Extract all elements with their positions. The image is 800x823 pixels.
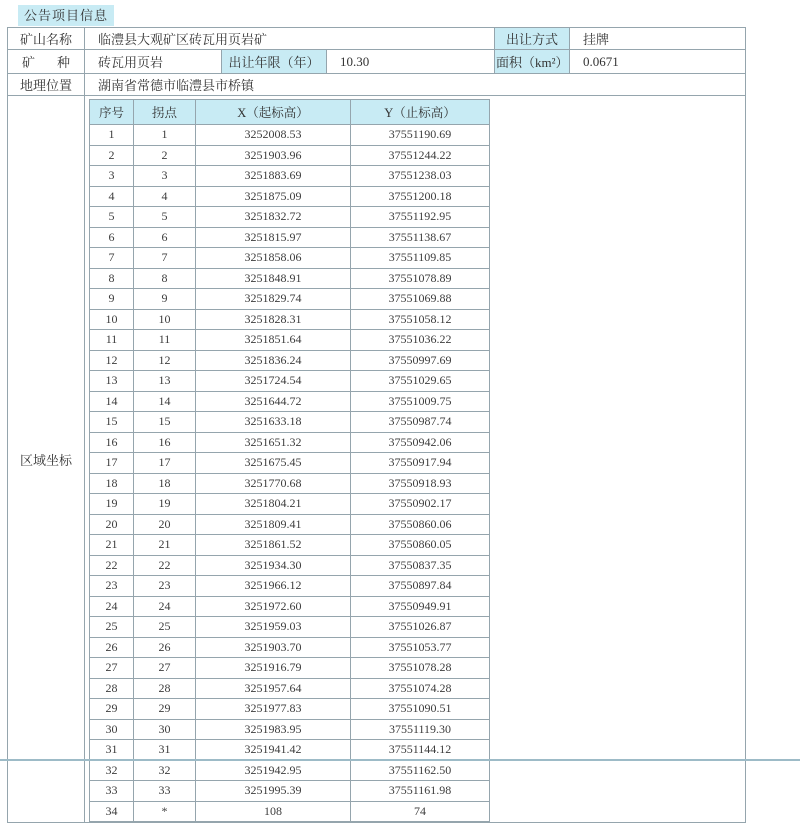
table-row <box>90 227 490 248</box>
cell-y: 37551036.22 <box>351 330 490 351</box>
cell-point: 5 <box>134 207 196 228</box>
table-row <box>90 781 490 802</box>
table-row <box>90 453 490 474</box>
cell-point: 18 <box>134 473 196 494</box>
table-row <box>90 207 490 228</box>
cell-serial: 19 <box>90 494 134 515</box>
cell-serial: 18 <box>90 473 134 494</box>
cell-serial: 26 <box>90 637 134 658</box>
cell-y: 37550949.91 <box>351 596 490 617</box>
area-value: 0.0671 <box>570 50 746 74</box>
cell-point: 30 <box>134 719 196 740</box>
cell-y: 37550987.74 <box>351 412 490 433</box>
cell-point: 7 <box>134 248 196 269</box>
coords-header-row <box>90 100 490 125</box>
cell-x: 3251941.42 <box>196 740 351 761</box>
cell-point: 31 <box>134 740 196 761</box>
table-row <box>90 432 490 453</box>
cell-point: 32 <box>134 760 196 781</box>
cell-point: 11 <box>134 330 196 351</box>
mine-name-label: 矿山名称 <box>8 28 85 50</box>
cell-point: 33 <box>134 781 196 802</box>
mine-name-value: 临澧县大观矿区砖瓦用页岩矿 <box>85 28 495 50</box>
cell-point: 16 <box>134 432 196 453</box>
cell-point: 17 <box>134 453 196 474</box>
cell-serial: 3 <box>90 166 134 187</box>
table-row <box>90 391 490 412</box>
cell-serial: 24 <box>90 596 134 617</box>
cell-serial: 31 <box>90 740 134 761</box>
cell-point: 14 <box>134 391 196 412</box>
row-mine-name <box>8 28 746 50</box>
cell-point: 21 <box>134 535 196 556</box>
cell-serial: 4 <box>90 186 134 207</box>
cell-point: 25 <box>134 617 196 638</box>
table-row <box>90 268 490 289</box>
table-row <box>90 494 490 515</box>
cell-serial: 12 <box>90 350 134 371</box>
cell-serial: 29 <box>90 699 134 720</box>
cell-x: 3251957.64 <box>196 678 351 699</box>
cell-serial: 20 <box>90 514 134 535</box>
cell-point: 6 <box>134 227 196 248</box>
section-tab-announcement-info: 公告项目信息 <box>18 5 114 26</box>
transfer-method-label: 出让方式 <box>495 28 570 50</box>
cell-point: 15 <box>134 412 196 433</box>
cell-y: 37550917.94 <box>351 453 490 474</box>
table-row <box>90 289 490 310</box>
table-row <box>90 248 490 269</box>
row-location <box>8 74 746 96</box>
table-row <box>90 699 490 720</box>
col-serial-header: 序号 <box>90 100 134 125</box>
cell-serial: 28 <box>90 678 134 699</box>
region-coords-cell <box>85 96 746 823</box>
cell-serial: 21 <box>90 535 134 556</box>
cell-x: 3252008.53 <box>196 125 351 146</box>
cell-x: 3251851.64 <box>196 330 351 351</box>
table-row <box>90 535 490 556</box>
cell-serial: 17 <box>90 453 134 474</box>
table-row <box>90 658 490 679</box>
cell-x: 3251966.12 <box>196 576 351 597</box>
cell-x: 3251977.83 <box>196 699 351 720</box>
cell-point: 2 <box>134 145 196 166</box>
cell-y: 37550942.06 <box>351 432 490 453</box>
cell-y: 37550997.69 <box>351 350 490 371</box>
cell-serial: 7 <box>90 248 134 269</box>
row-mineral <box>8 50 746 74</box>
cell-serial: 32 <box>90 760 134 781</box>
cell-serial: 11 <box>90 330 134 351</box>
cell-point: 13 <box>134 371 196 392</box>
row-region-coords <box>8 96 746 823</box>
transfer-years-value: 10.30 <box>327 50 495 74</box>
cell-y: 37551238.03 <box>351 166 490 187</box>
cell-x: 3251861.52 <box>196 535 351 556</box>
cell-x: 3251644.72 <box>196 391 351 412</box>
cell-point: 1 <box>134 125 196 146</box>
cell-serial: 16 <box>90 432 134 453</box>
cell-serial: 6 <box>90 227 134 248</box>
cell-point: * <box>134 801 196 822</box>
col-x-header: X（起标高） <box>196 100 351 125</box>
cell-y: 37551058.12 <box>351 309 490 330</box>
cell-serial: 8 <box>90 268 134 289</box>
cell-point: 27 <box>134 658 196 679</box>
project-info-table <box>7 27 746 823</box>
table-row <box>90 740 490 761</box>
table-row <box>90 125 490 146</box>
cell-serial: 14 <box>90 391 134 412</box>
cell-y: 37551053.77 <box>351 637 490 658</box>
area-label: 面积（km²） <box>495 50 570 74</box>
col-y-header: Y（止标高） <box>351 100 490 125</box>
cell-y: 37550897.84 <box>351 576 490 597</box>
cell-y: 37551090.51 <box>351 699 490 720</box>
cell-x: 3251828.31 <box>196 309 351 330</box>
cell-point: 4 <box>134 186 196 207</box>
table-row <box>90 350 490 371</box>
cell-y: 37551109.85 <box>351 248 490 269</box>
table-row <box>90 371 490 392</box>
transfer-years-label: 出让年限（年） <box>222 50 327 74</box>
cell-y: 37551069.88 <box>351 289 490 310</box>
cell-point: 12 <box>134 350 196 371</box>
cell-serial: 22 <box>90 555 134 576</box>
cell-x: 3251875.09 <box>196 186 351 207</box>
cell-x: 3251903.96 <box>196 145 351 166</box>
cell-y: 37551190.69 <box>351 125 490 146</box>
cell-point: 8 <box>134 268 196 289</box>
table-row <box>90 801 490 822</box>
cell-point: 29 <box>134 699 196 720</box>
cell-x: 108 <box>196 801 351 822</box>
cell-x: 3251972.60 <box>196 596 351 617</box>
location-label: 地理位置 <box>8 74 85 96</box>
cell-y: 37550837.35 <box>351 555 490 576</box>
cell-serial: 9 <box>90 289 134 310</box>
cell-serial: 15 <box>90 412 134 433</box>
cell-x: 3251959.03 <box>196 617 351 638</box>
cell-y: 37551074.28 <box>351 678 490 699</box>
cell-x: 3251675.45 <box>196 453 351 474</box>
cell-x: 3251724.54 <box>196 371 351 392</box>
bottom-divider <box>0 759 800 761</box>
cell-point: 9 <box>134 289 196 310</box>
cell-x: 3251883.69 <box>196 166 351 187</box>
col-point-header: 拐点 <box>134 100 196 125</box>
cell-serial: 30 <box>90 719 134 740</box>
cell-serial: 33 <box>90 781 134 802</box>
cell-y: 37550918.93 <box>351 473 490 494</box>
cell-serial: 5 <box>90 207 134 228</box>
cell-y: 74 <box>351 801 490 822</box>
cell-x: 3251836.24 <box>196 350 351 371</box>
cell-y: 37551161.98 <box>351 781 490 802</box>
transfer-method-value: 挂牌 <box>570 28 746 50</box>
cell-x: 3251934.30 <box>196 555 351 576</box>
table-row <box>90 678 490 699</box>
cell-y: 37551009.75 <box>351 391 490 412</box>
cell-x: 3251770.68 <box>196 473 351 494</box>
table-row <box>90 145 490 166</box>
coords-table <box>89 99 490 822</box>
cell-y: 37551200.18 <box>351 186 490 207</box>
cell-x: 3251829.74 <box>196 289 351 310</box>
cell-y: 37551162.50 <box>351 760 490 781</box>
cell-serial: 34 <box>90 801 134 822</box>
table-row <box>90 166 490 187</box>
cell-y: 37551144.12 <box>351 740 490 761</box>
cell-y: 37551029.65 <box>351 371 490 392</box>
cell-y: 37551026.87 <box>351 617 490 638</box>
cell-x: 3251809.41 <box>196 514 351 535</box>
cell-y: 37550902.17 <box>351 494 490 515</box>
cell-point: 10 <box>134 309 196 330</box>
cell-y: 37551078.28 <box>351 658 490 679</box>
cell-x: 3251995.39 <box>196 781 351 802</box>
cell-x: 3251903.70 <box>196 637 351 658</box>
cell-x: 3251832.72 <box>196 207 351 228</box>
cell-x: 3251983.95 <box>196 719 351 740</box>
cell-x: 3251815.97 <box>196 227 351 248</box>
cell-y: 37550860.05 <box>351 535 490 556</box>
cell-x: 3251651.32 <box>196 432 351 453</box>
location-value: 湖南省常德市临澧县市桥镇 <box>85 74 746 96</box>
cell-serial: 27 <box>90 658 134 679</box>
table-row <box>90 576 490 597</box>
table-row <box>90 412 490 433</box>
cell-y: 37551138.67 <box>351 227 490 248</box>
cell-x: 3251916.79 <box>196 658 351 679</box>
table-row <box>90 617 490 638</box>
cell-serial: 10 <box>90 309 134 330</box>
cell-serial: 1 <box>90 125 134 146</box>
cell-point: 26 <box>134 637 196 658</box>
cell-point: 20 <box>134 514 196 535</box>
cell-y: 37551119.30 <box>351 719 490 740</box>
table-row <box>90 637 490 658</box>
cell-serial: 25 <box>90 617 134 638</box>
cell-point: 19 <box>134 494 196 515</box>
mineral-value: 砖瓦用页岩 <box>85 50 222 74</box>
cell-point: 22 <box>134 555 196 576</box>
cell-x: 3251804.21 <box>196 494 351 515</box>
cell-y: 37551192.95 <box>351 207 490 228</box>
cell-x: 3251633.18 <box>196 412 351 433</box>
table-row <box>90 760 490 781</box>
cell-x: 3251858.06 <box>196 248 351 269</box>
table-row <box>90 514 490 535</box>
table-row <box>90 596 490 617</box>
cell-y: 37550860.06 <box>351 514 490 535</box>
cell-serial: 13 <box>90 371 134 392</box>
table-row <box>90 330 490 351</box>
table-row <box>90 555 490 576</box>
cell-point: 28 <box>134 678 196 699</box>
cell-point: 23 <box>134 576 196 597</box>
cell-serial: 23 <box>90 576 134 597</box>
table-row <box>90 719 490 740</box>
cell-y: 37551078.89 <box>351 268 490 289</box>
cell-x: 3251848.91 <box>196 268 351 289</box>
cell-serial: 2 <box>90 145 134 166</box>
table-row <box>90 473 490 494</box>
cell-y: 37551244.22 <box>351 145 490 166</box>
table-row <box>90 309 490 330</box>
region-coords-label: 区域坐标 <box>8 96 85 823</box>
table-row <box>90 186 490 207</box>
cell-x: 3251942.95 <box>196 760 351 781</box>
cell-point: 24 <box>134 596 196 617</box>
mineral-label: 矿种 <box>8 50 85 74</box>
cell-point: 3 <box>134 166 196 187</box>
